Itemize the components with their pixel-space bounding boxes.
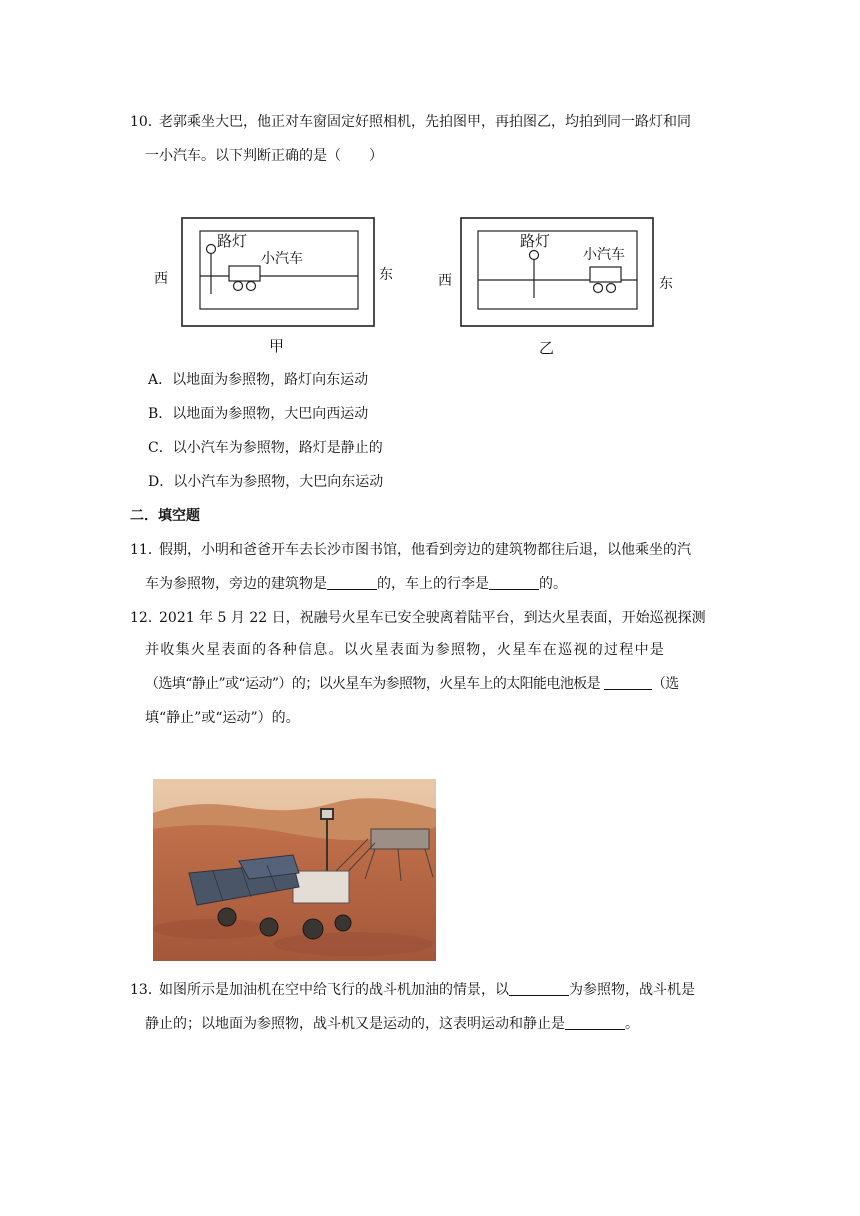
- question-13-text-segment: 。: [625, 1016, 639, 1032]
- option-c: C．以小汽车为参照物，路灯是静止的: [148, 440, 383, 456]
- option-a: A．以地面为参照物，路灯向东运动: [148, 372, 369, 388]
- panel-b-car-label: 小汽车: [583, 247, 625, 263]
- car-icon: [590, 267, 621, 293]
- question-10-text-line1: 老郭乘坐大巴，他正对车窗固定好照相机，先拍图甲，再拍图乙，均拍到同一路灯和同: [159, 114, 691, 130]
- question-13-text-segment: 为参照物，战斗机是: [569, 982, 695, 998]
- panel-b-west-label: 西: [438, 273, 452, 289]
- answer-blank[interactable]: [509, 981, 569, 996]
- street-lamp-car-figure: [145, 208, 705, 360]
- answer-blank[interactable]: [565, 1015, 625, 1030]
- panel-a-car-label: 小汽车: [261, 251, 303, 267]
- question-12-text-line4: 填“静止”或“运动”）的。: [145, 710, 300, 726]
- question-11-text-segment: 的，车上的行李是: [377, 576, 489, 592]
- panel-a-caption: 甲: [269, 337, 285, 355]
- question-13-text-segment: 静止的；以地面为参照物，战斗机又是运动的，这表明运动和静止是: [145, 1016, 565, 1032]
- answer-blank[interactable]: [327, 575, 377, 590]
- figure-panel-b: [438, 218, 673, 357]
- question-12-text-segment: （选: [651, 676, 679, 692]
- panel-a-east-label: 东: [379, 267, 393, 283]
- question-10-number: 10．: [130, 114, 162, 130]
- figure-panel-a: [154, 218, 393, 355]
- question-12-number: 12．: [130, 610, 162, 626]
- street-lamp-icon: [207, 245, 216, 295]
- car-icon: [229, 266, 260, 291]
- panel-b-caption: 乙: [539, 339, 555, 357]
- answer-blank[interactable]: [489, 575, 539, 590]
- question-13-number: 13．: [130, 982, 162, 998]
- question-12-text-segment: （选填“静止”或“运动”）的；以火星车为参照物，火星车上的太阳能电池板是: [145, 676, 601, 692]
- question-10-text-line2: 一小汽车。以下判断正确的是（ ）: [145, 148, 383, 164]
- question-11-text-line1: 假期，小明和爸爸开车去长沙市图书馆，他看到旁边的建筑物都往后退，以他乘坐的汽: [159, 542, 691, 558]
- question-11-text-segment: 的。: [539, 576, 567, 592]
- street-lamp-icon: [530, 251, 539, 299]
- question-13-text-segment: 如图所示是加油机在空中给飞行的战斗机加油的情景，以: [159, 982, 509, 998]
- question-12-text-line2: 并收集火星表面的各种信息。以火星表面为参照物，火星车在巡视的过程中是: [145, 642, 666, 658]
- section-heading: 二．填空题: [130, 508, 200, 524]
- question-11-text-segment: 车为参照物，旁边的建筑物是: [145, 576, 327, 592]
- mars-rover-photo: [153, 779, 436, 961]
- question-11-number: 11．: [130, 542, 162, 558]
- panel-b-lamp-label: 路灯: [520, 232, 551, 250]
- option-b: B．以地面为参照物，大巴向西运动: [148, 406, 369, 422]
- question-12-text-line3: [145, 674, 679, 694]
- panel-a-lamp-label: 路灯: [217, 232, 248, 250]
- panel-b-east-label: 东: [659, 276, 673, 292]
- option-d: D．以小汽车为参照物，大巴向东运动: [148, 474, 384, 490]
- question-13-text-line1: [159, 980, 695, 1000]
- question-11-text-line2: [145, 574, 567, 594]
- panel-a-west-label: 西: [154, 271, 168, 287]
- question-12-text-line1: 2021 年 5 月 22 日，祝融号火星车已安全驶离着陆平台，到达火星表面，开始巡视探测: [159, 610, 706, 626]
- question-13-text-line2: [145, 1014, 639, 1034]
- answer-blank[interactable]: [604, 675, 652, 690]
